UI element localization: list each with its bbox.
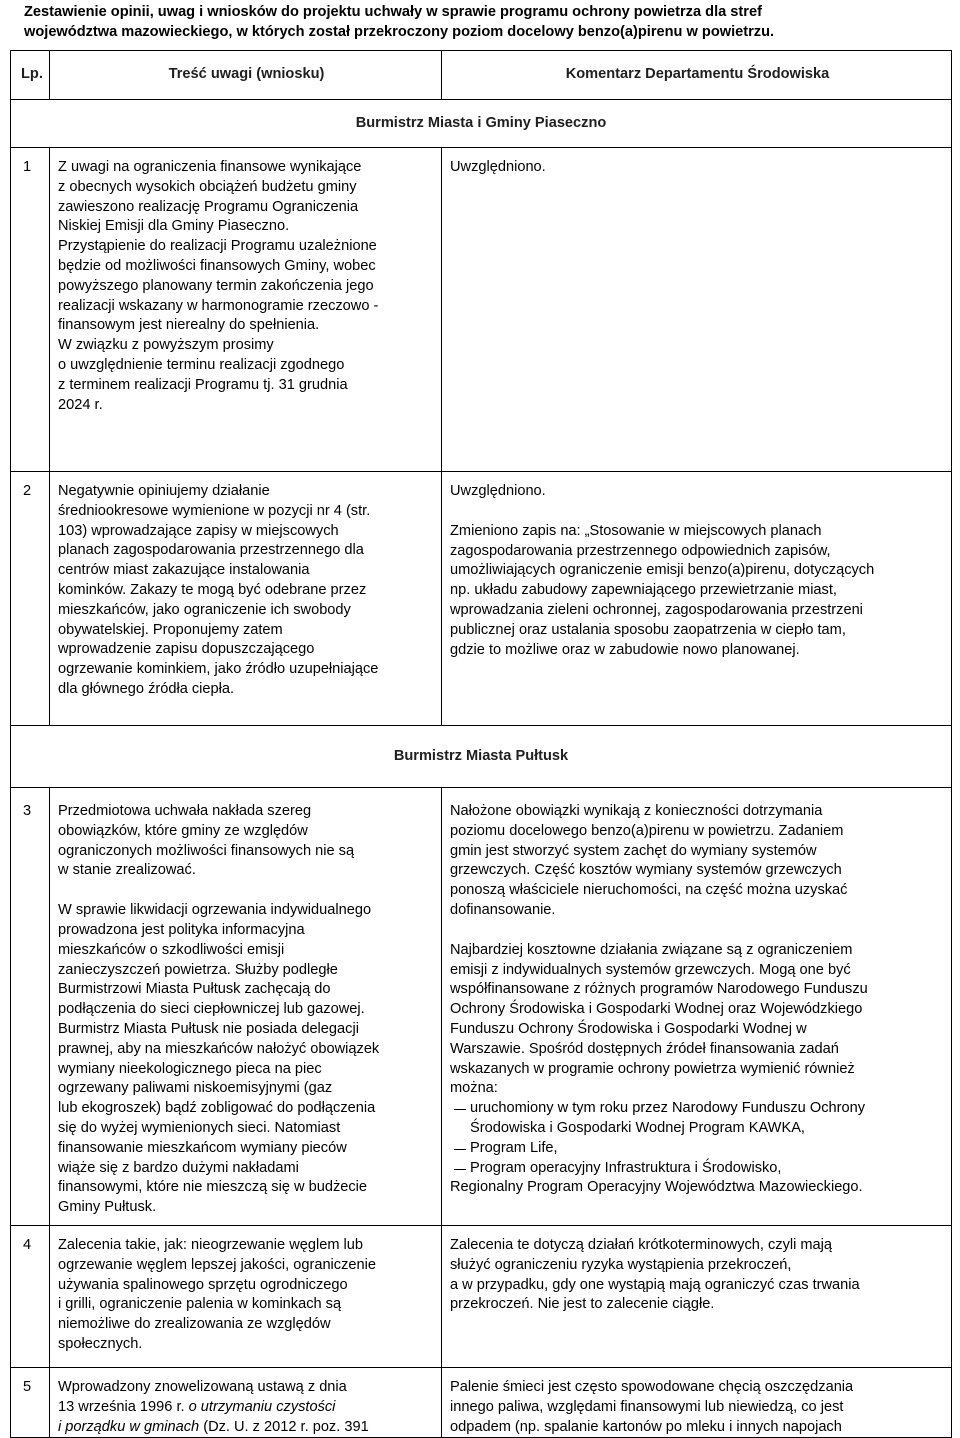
table-row: [11, 471, 951, 725]
row-number: 2: [23, 483, 32, 499]
table-row: [11, 1367, 951, 1437]
section-row-piaseczno: [11, 99, 951, 147]
text-line: można:: [450, 1080, 498, 1097]
text-line: Regionalny Program Operacyjny Województwa Mazowieckiego.: [450, 1179, 863, 1196]
text-line: [58, 1418, 435, 1438]
text-line: używania spalinowego sprzętu ogrodniczego: [58, 1276, 348, 1293]
list-item: Program operacyjny Infrastruktura i Środowisko,: [450, 1159, 945, 1179]
italic-act-title: i porządku w gminach: [58, 1418, 200, 1435]
text-line: Nałożone obowiązki wynikają z konieczności dotrzymania: [450, 803, 823, 819]
opinions-table: [10, 50, 952, 1438]
paragraph-gap: [58, 881, 435, 901]
text-line: się do wyżej wymienionych sieci. Natomiast: [58, 1119, 341, 1136]
text-line: realizacji wskazany w harmonogramie rzeczowo -: [58, 297, 379, 314]
text-line: Burmistrzowi Miasta Pułtusk zachęcają do: [58, 981, 331, 998]
row-number: 1: [23, 159, 32, 175]
text-line: lub ekogroszek) bądź zobligować do podłączenia: [58, 1100, 376, 1117]
text-line: ograniczonych możliwości finansowych nie są: [58, 842, 355, 859]
text-line: W sprawie likwidacji ogrzewania indywidualnego: [58, 902, 372, 919]
row-tresc: [49, 472, 442, 725]
table-row: [11, 1225, 951, 1367]
italic-act-title: o utrzymaniu czystości: [188, 1398, 336, 1415]
row-komentarz: [442, 788, 951, 1225]
title-line-1: Zestawienie opinii, uwag i wniosków do projektu uchwały w sprawie programu ochrony powietrza dla stref: [24, 4, 762, 20]
header-komentarz: Komentarz Departamentu Środowiska: [565, 66, 830, 83]
text-line: innego paliwa, względami finansowymi lub niewiedzą, co jest: [450, 1398, 844, 1415]
row-tresc: [49, 1226, 442, 1367]
text-line: przekroczeń. Nie jest to zalecenie ciągłe.: [450, 1296, 715, 1313]
table-row: [11, 787, 951, 1225]
text-line: ponoszą właściciele nieruchomości, na część można uzyskać: [450, 882, 848, 899]
text-line: 103) wprowadzające zapisy w miejscowych: [58, 522, 339, 539]
list-item: Program Life,: [450, 1139, 945, 1159]
section-row-pultusk: [11, 725, 951, 787]
text-line: wprowadzenie zapisu dopuszczającego: [58, 641, 315, 658]
text-line: Gminy Pułtusk.: [58, 1199, 157, 1216]
text-line: Wprowadzony znowelizowaną ustawą z dnia: [58, 1379, 347, 1395]
row-number: 5: [23, 1379, 32, 1395]
text-line: np. układu zabudowy zapewniającego przewietrzanie miast,: [450, 582, 837, 599]
text-line: Zalecenia te dotyczą działań krótkoterminowych, czyli mają: [450, 1237, 833, 1253]
paragraph-gap: [450, 921, 945, 941]
document-title: [24, 2, 954, 42]
text-span: (Dz. U. z 2012 r. poz. 391: [199, 1418, 369, 1435]
status-text: Uwzględniono.: [450, 483, 546, 499]
text-line: o uwzględnienie terminu realizacji zgodnego: [58, 356, 345, 373]
text-line: poziomu docelowego benzo(a)pirenu w powietrzu. Zadaniem: [450, 822, 844, 839]
text-line: Niskiej Emisji dla Gminy Piaseczno.: [58, 218, 290, 235]
text-line: finansowanie mieszkańcom wymiany pieców: [58, 1139, 347, 1156]
text-line: prawnej, aby na mieszkańców nałożyć obowiązek: [58, 1040, 380, 1057]
header-lp: Lp.: [21, 66, 43, 83]
text-line: prowadzona jest polityka informacyjna: [58, 921, 305, 938]
text-line: średniookresowe wymienione w pozycji nr 4 (str.: [58, 502, 371, 519]
row-komentarz: [442, 1226, 951, 1367]
text-line: emisji z indywidualnych systemów grzewczych. Mogą one być: [450, 961, 851, 978]
text-line: Najbardziej kosztowne działania związane są z ograniczeniem: [450, 941, 853, 958]
text-line: grzewczych. Część kosztów wymiany systemów grzewczych: [450, 862, 842, 879]
text-line: Uwzględniono.: [450, 159, 546, 175]
text-line: zawieszono realizację Programu Ograniczenia: [58, 198, 359, 215]
text-line: wymiany nieekologicznego pieca na piec: [58, 1060, 322, 1077]
row-tresc: [49, 1368, 442, 1437]
text-line: dofinansowanie.: [450, 901, 556, 918]
text-line: podłączenia do sieci ciepłowniczej lub gazowej.: [58, 1001, 365, 1018]
text-line: kominków. Zakazy te mogą być odebrane przez: [58, 581, 367, 598]
row-tresc: [49, 148, 442, 471]
text-line: niemożliwe do zrealizowania ze względów: [58, 1316, 331, 1333]
text-line: Przedmiotowa uchwała nakłada szereg: [58, 803, 312, 819]
paragraph-gap: [450, 502, 945, 522]
table-row: [11, 147, 951, 471]
text-line: Przystąpienie do realizacji Programu uzależnione: [58, 238, 377, 255]
table-header-row: [11, 51, 951, 99]
text-line: Warszawie. Spośród dostępnych źródeł finansowania zadań: [450, 1040, 839, 1057]
text-line: Burmistrz Miasta Pułtusk nie posiada delegacji: [58, 1020, 359, 1037]
text-line: odpadem (np. spalanie kartonów po mleku i innych napojach: [450, 1418, 842, 1435]
text-line: społecznych.: [58, 1335, 143, 1352]
text-line: centrów miast zakazujące instalowania: [58, 562, 310, 579]
text-line: Zalecenia takie, jak: nieogrzewanie węglem lub: [58, 1237, 364, 1253]
text-line: finansowymi, które nie mieszczą się w budżecie: [58, 1179, 368, 1196]
row-komentarz: [442, 1368, 951, 1437]
text-line: 2024 r.: [58, 396, 103, 413]
text-line: w stanie zrealizować.: [58, 862, 196, 879]
text-line: ogrzewanie kominkiem, jako źródło uzupełniające: [58, 661, 379, 678]
text-line: zagospodarowania przestrzennego odpowiednich zapisów,: [450, 542, 831, 559]
text-line: wskazanych w programie ochrony powietrza wymienić również: [450, 1060, 855, 1077]
text-line: zanieczyszczeń powietrza. Służby podległe: [58, 961, 338, 978]
row-komentarz: [442, 472, 951, 725]
text-line: a w przypadku, gdy one wystąpią mają ograniczyć czas trwania: [450, 1276, 860, 1293]
text-line: ogrzewanie węglem lepszej jakości, ograniczenie: [58, 1256, 376, 1273]
text-line: Funduszu Ochrony Środowiska i Gospodarki Wodnej w: [450, 1020, 807, 1037]
header-tresc: Treść uwagi (wniosku): [49, 51, 442, 99]
text-line: planach zagospodarowania przestrzennego dla: [58, 542, 364, 559]
text-line: Ochrony Środowiska i Gospodarki Wodnej oraz Wojewódzkiego: [450, 1001, 863, 1018]
list-item-continuation: Środowiska i Gospodarki Wodnej Program KAWKA,: [470, 1119, 805, 1136]
text-line: wiąże się z bardzo dużymi nakładami: [58, 1159, 299, 1176]
text-line: finansowym jest nierealny do spełnienia.: [58, 317, 320, 334]
text-line: Zmieniono zapis na: „Stosowanie w miejscowych planach: [450, 522, 822, 539]
text-line: z obecnych wysokich obciążeń budżetu gminy: [58, 178, 357, 195]
text-line: W związku z powyższym prosimy: [58, 337, 274, 354]
text-line: obywatelskiej. Proponujemy zatem: [58, 621, 283, 638]
text-line: gdzie to możliwe oraz w zabudowie nowo planowanej.: [450, 641, 800, 658]
section-title: Burmistrz Miasta Pułtusk: [393, 748, 569, 765]
text-line: powyższego planowany termin zakończenia jego: [58, 277, 374, 294]
text-line: gmin jest stworzyć system zachęt do wymiany systemów: [450, 842, 817, 859]
row-tresc: [49, 788, 442, 1225]
text-line: obowiązków, które gminy ze względów: [58, 822, 308, 839]
text-span: 13 września 1996 r.: [58, 1398, 189, 1415]
text-line: z terminem realizacji Programu tj. 31 grudnia: [58, 376, 348, 393]
text-line: Palenie śmieci jest często spowodowane chęcią oszczędzania: [450, 1379, 854, 1395]
text-line: Negatywnie opiniujemy działanie: [58, 483, 270, 499]
text-line: ogrzewany paliwami niskoemisyjnymi (gaz: [58, 1080, 333, 1097]
text-line: współfinansowane z różnych programów Narodowego Funduszu: [450, 981, 868, 998]
text-line: umożliwiających ograniczenie emisji benzo(a)pirenu, dotyczących: [450, 562, 875, 579]
text-line: będzie od możliwości finansowych Gminy, wobec: [58, 257, 376, 274]
row-komentarz: [442, 148, 951, 471]
text-line: Z uwagi na ograniczenia finansowe wynikające: [58, 159, 362, 175]
title-line-2: województwa mazowieckiego, w których został przekroczony poziom docelowy benzo(a)pirenu w powietrzu.: [24, 24, 775, 40]
row-number: 3: [23, 803, 32, 819]
text-line: dla głównego źródła ciepła.: [58, 680, 235, 697]
text-line: mieszkańców, jako ograniczenie ich swobody: [58, 601, 351, 618]
row-number: 4: [23, 1237, 32, 1253]
text-line: mieszkańców o szkodliwości emisji: [58, 941, 285, 958]
text-line: publicznej oraz ustalania sposobu zaopatrzenia w ciepło tam,: [450, 621, 846, 638]
text-line: służyć ograniczeniu ryzyka wystąpienia przekroczeń,: [450, 1256, 792, 1273]
text-line: wprowadzania zieleni ochronnej, zagospodarowania przestrzeni: [450, 601, 863, 618]
text-line: i grilli, ograniczenie palenia w kominkach są: [58, 1296, 342, 1313]
section-title: Burmistrz Miasta i Gminy Piaseczno: [355, 115, 607, 132]
text-line: [58, 1398, 435, 1418]
list-item: uruchomiony w tym roku przez Narodowy Funduszu Ochrony: [450, 1099, 945, 1119]
